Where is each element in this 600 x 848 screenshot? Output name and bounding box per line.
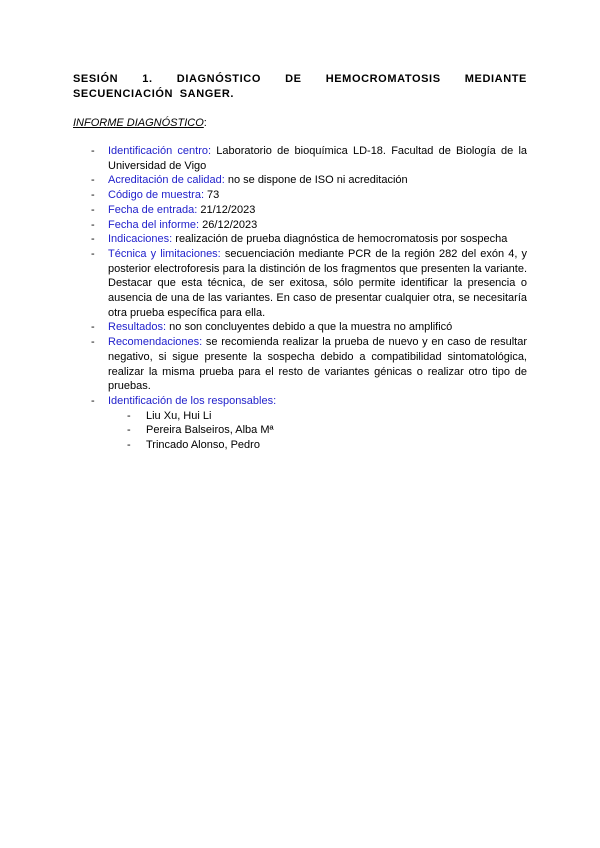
list-item <box>91 188 527 203</box>
responsable-item <box>127 409 527 424</box>
list-bullet: - <box>91 203 95 216</box>
report-fields-list <box>91 144 527 453</box>
field-value: no se dispone de ISO ni acreditación <box>224 174 408 187</box>
list-bullet: - <box>127 409 131 422</box>
field-label: Identificación de los responsables: <box>108 394 277 407</box>
report-heading-text: INFORME DIAGNÓSTICO <box>73 117 204 129</box>
responsable-item <box>127 423 527 438</box>
field-label: Identificación centro: <box>108 145 212 157</box>
field-value: 21/12/2023 <box>197 203 256 216</box>
list-item <box>91 247 527 321</box>
field-value: no son concluyentes debido a que la muestra no amplificó <box>166 321 453 334</box>
list-item <box>91 144 527 173</box>
list-bullet: - <box>91 247 95 260</box>
list-bullet: - <box>91 174 95 187</box>
field-value: se recomienda realizar la prueba de nuevo y en caso de resultar negativo, si sigue presente la sospecha debido a compatibilidad sintomatológica, realizar la misma prueba para el resto de variantes génicas o realizar otro tipo de pruebas. <box>108 336 527 393</box>
responsable-name: Liu Xu, Hui Li <box>146 409 212 422</box>
field-value: Laboratorio de bioquímica LD-18. Facultad de Biología de la Universidad de Vigo <box>108 145 528 172</box>
list-bullet: - <box>91 145 95 157</box>
list-item <box>91 203 527 218</box>
document-title: SESIÓN 1. DIAGNÓSTICO DE HEMOCROMATOSIS MEDIANTE SECUENCIACIÓN SANGER. <box>73 73 527 100</box>
field-label: Código de muestra: <box>108 189 204 202</box>
field-label: Recomendaciones: <box>108 336 203 349</box>
list-item <box>91 173 527 188</box>
responsable-name: Trincado Alonso, Pedro <box>146 439 260 452</box>
field-value: 26/12/2023 <box>199 218 258 231</box>
list-item <box>91 394 527 453</box>
responsable-item <box>127 438 527 453</box>
field-label: Indicaciones: <box>108 233 173 246</box>
report-heading <box>73 116 207 131</box>
list-bullet: - <box>91 394 95 407</box>
list-item <box>91 218 527 233</box>
list-bullet: - <box>91 321 95 334</box>
field-label: Técnica y limitaciones: <box>108 247 221 260</box>
list-item <box>91 320 527 335</box>
field-value: secuenciación mediante PCR de la región 282 del exón 4, y posterior electroforesis para la distinción de los fragmentos que presenten la variante. Destacar que esta técnica, de ser exitosa, sólo permite identificar la presencia o ausencia de una de las variantes. En caso de presentar cualquier otra, se necesitaría otra prueba específica para ella. <box>108 247 527 319</box>
list-bullet: - <box>91 336 95 349</box>
field-label: Acreditación de calidad: <box>108 174 225 187</box>
field-value: realización de prueba diagnóstica de hemocromatosis por sospecha <box>172 233 508 246</box>
field-label: Fecha del informe: <box>108 218 200 231</box>
list-bullet: - <box>91 233 95 246</box>
responsable-name: Pereira Balseiros, Alba Mª <box>146 424 274 437</box>
report-heading-colon: : <box>203 117 207 129</box>
field-label: Resultados: <box>108 321 167 334</box>
list-item <box>91 232 527 247</box>
list-bullet: - <box>91 218 95 231</box>
list-bullet: - <box>91 189 95 202</box>
field-value: 73 <box>204 189 220 202</box>
list-bullet: - <box>127 439 131 452</box>
field-label: Fecha de entrada: <box>108 203 198 216</box>
list-item <box>91 335 527 394</box>
responsables-list <box>108 409 527 453</box>
list-bullet: - <box>127 424 131 437</box>
